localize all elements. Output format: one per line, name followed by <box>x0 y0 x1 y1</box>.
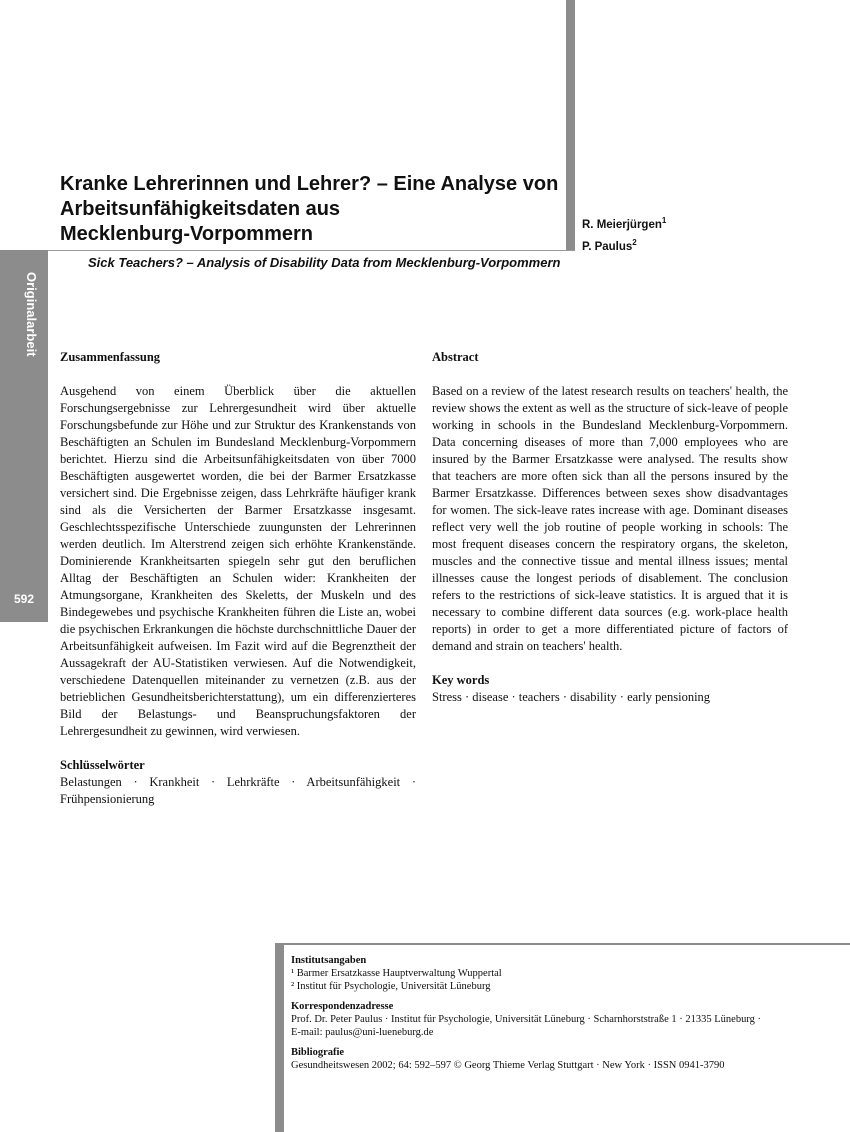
institution-line: ¹ Barmer Ersatzkasse Hauptverwaltung Wuppertal <box>291 968 502 979</box>
page-number: 592 <box>13 592 35 606</box>
article-info-box <box>275 943 850 1132</box>
bibliography-line: Gesundheitswesen 2002; 64: 592–597 © Georg Thieme Verlag Stuttgart · New York · ISSN 0941-3790 <box>291 1060 725 1071</box>
header-divider <box>0 250 575 251</box>
german-summary-column <box>60 349 416 808</box>
abstract-heading: Abstract <box>432 350 479 364</box>
summary-body: Ausgehend von einem Überblick über die aktuellen Forschungsergebnisse zur Lehrergesundheit wird über aktuelle Forschungsbefunde zur Höhe und zur Struktur des Krankenstands von Beschäftigten an Schulen im Bundesland Mecklenburg-Vorpommern berichtet. Hierzu sind die Arbeitsunfähigkeitsdaten von über 7000 Beschäftigten ausgewertet worden, die bei der Barmer Ersatzkasse versichert sind. Die Ergebnisse zeigen, dass Lehrkräfte häufiger krank sind als die Versicherten der Barmer Ersatzkasse insgesamt. Geschlechtsspezifische Unterschiede zuungunsten der Lehrerinnen werden deutlich. Im Alterstrend zeigen sich erhöhte Krankenstände. Dominierende Krankheitsarten spiegeln sehr gut den beruflichen Alltag der Beschäftigten an Schulen wider: Krankheiten der Atmungsorgane, Krankheiten des Skeletts, der Muskeln und des Bindegewebes und psychische Krankheiten führen die Liste an, wobei die psychischen Erkrankungen die höchste durchschnittliche Dauer der Arbeitsunfähigkeit aufweisen. Im Fazit wird auf die Begrenztheit der Aussagekraft der AU-Statistiken verwiesen. Auf die Notwendigkeit, verschiedene Datenquellen miteinander zu vernetzen (z.B. aus der betrieblichen Gesundheitsberichterstattung), um ein differenzierteres Bild der Belastungs- und Beanspruchungsfaktoren der Lehrergesundheit zu gewinnen, wird verwiesen. <box>60 384 416 738</box>
keywords-heading: Schlüsselwörter <box>60 758 145 772</box>
top-vertical-bar <box>566 0 575 250</box>
correspondence-line: Prof. Dr. Peter Paulus · Institut für Psychologie, Universität Lüneburg · Scharnhorststraße 1 · 21335 Lüneburg · <box>291 1014 761 1025</box>
abstract-column <box>432 349 788 706</box>
institution-heading: Institutsangaben <box>291 955 367 966</box>
article-title <box>60 172 560 247</box>
keywords-list: Stress · disease · teachers · disability · early pensioning <box>432 690 711 704</box>
title-line: Kranke Lehrerinnen und Lehrer? – Eine Analyse von <box>60 173 559 195</box>
english-subtitle: Sick Teachers? – Analysis of Disability Data from Mecklenburg-Vorpommern <box>88 255 561 270</box>
institution-line: ² Institut für Psychologie, Universität Lüneburg <box>291 981 491 992</box>
author: P. Paulus$^2$ <box>582 237 637 253</box>
info-box-top-rule <box>275 943 850 945</box>
author-list <box>582 212 666 256</box>
title-line: Arbeitsunfähigkeitsdaten aus <box>60 198 341 220</box>
summary-heading: Zusammenfassung <box>60 350 161 364</box>
keywords-list: Belastungen · Krankheit · Lehrkräfte · Arbeitsunfähigkeit · Frühpensionierung <box>60 775 416 806</box>
correspondence-heading: Korrespondenzadresse <box>291 1001 394 1012</box>
author: R. Meierjürgen$^1$ <box>582 216 667 231</box>
section-label: Originalarbeit <box>24 272 39 357</box>
keywords-heading: Key words <box>432 673 490 687</box>
bibliography-heading: Bibliografie <box>291 1047 345 1058</box>
abstract-body: Based on a review of the latest research results on teachers' health, the review shows the extent as well as the structure of sick-leave of people working in schools in the Bundesland Mecklenburg-Vorpommern. Data concerning diseases of more than 7,000 employees who are insured by the Barmer Ersatzkasse were analysed. The results show that teachers are more often sick than all the persons insured by the Barmer Ersatzkasse. Differences between sexes show disadvantages for women. The sick-leave rates increase with age. Dominant diseases reflect very well the job routine of people working in schools: The most frequent diseases concern the respiratory organs, the skeleton, muscles and the connective tissue and mental illness issues; mental illnesses cause the longest periods of disablement. The conclusion refers to the restrictions of sick-leave statistics. It is argued that it is necessary to combine different data sources (e.g. work-place health reports) in order to get a more differentiated picture of factors of demand and strain on teachers' health. <box>432 384 788 653</box>
title-line: Mecklenburg-Vorpommern <box>60 223 313 245</box>
info-box-content <box>291 954 841 1072</box>
info-box-side-bar <box>275 943 284 1132</box>
correspondence-email[interactable]: E-mail: paulus@uni-lueneburg.de <box>291 1027 434 1038</box>
